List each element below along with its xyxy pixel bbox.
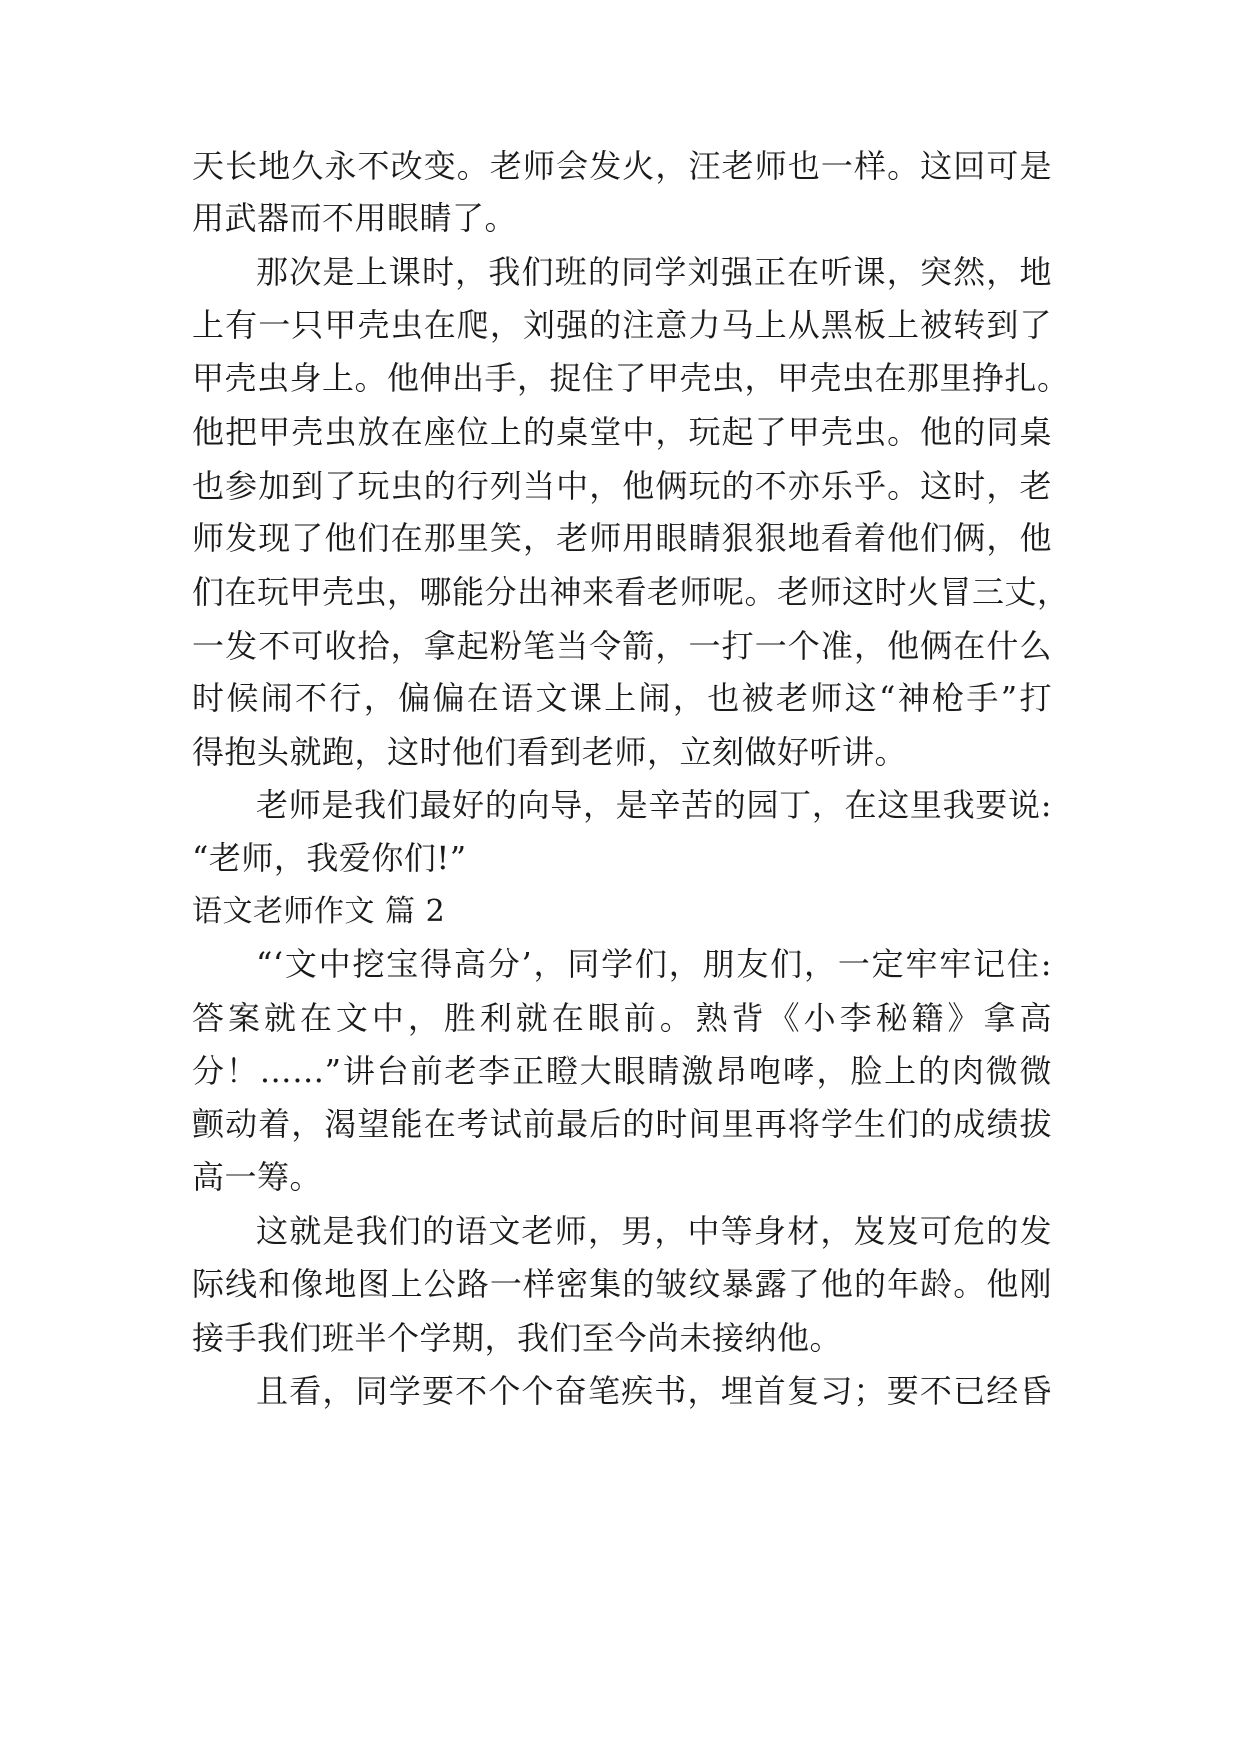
- text-line-16: “‘文中挖宝得高分’，同学们，朋友们，一定牢牢记住:: [256, 945, 1052, 983]
- text-line-6: 他把甲壳虫放在座位上的桌堂中，玩起了甲壳虫。他的同桌: [192, 413, 1052, 451]
- text-line-11: 时候闹不行，偏偏在语文课上闹，也被老师这“神枪手”打: [192, 679, 1052, 717]
- text-line-12: 得抱头就跑，这时他们看到老师，立刻做好听讲。: [192, 733, 908, 771]
- text-line-10: 一发不可收拾，拿起粉笔当令箭，一打一个准，他俩在什么: [192, 627, 1052, 665]
- text-line-17: 答案就在文中，胜利就在眼前。熟背《小李秘籍》拿高: [192, 999, 1052, 1037]
- text-line-19: 颤动着，渴望能在考试前最后的时间里再将学生们的成绩拔: [192, 1105, 1052, 1143]
- text-line-3: 那次是上课时，我们班的同学刘强正在听课，突然，地: [256, 253, 1052, 291]
- text-line-22: 际线和像地图上公路一样密集的皱纹暴露了他的年龄。他刚: [192, 1265, 1052, 1303]
- text-line-18: 分！……”讲台前老李正瞪大眼睛激昂咆哮，脸上的肉微微: [192, 1052, 1052, 1090]
- text-line-1: 天长地久永不改变。老师会发火，汪老师也一样。这回可是: [192, 147, 1052, 185]
- text-line-2: 用武器而不用眼睛了。: [192, 199, 518, 237]
- text-line-24: 且看，同学要不个个奋笔疾书，埋首复习；要不已经昏: [256, 1372, 1052, 1410]
- text-line-8: 师发现了他们在那里笑，老师用眼睛狠狠地看着他们俩，他: [192, 519, 1052, 557]
- text-line-21: 这就是我们的语文老师，男，中等身材，岌岌可危的发: [256, 1212, 1052, 1250]
- text-line-5: 甲壳虫身上。他伸出手，捉住了甲壳虫，甲壳虫在那里挣扎。: [192, 359, 1070, 397]
- text-line-4: 上有一只甲壳虫在爬，刘强的注意力马上从黑板上被转到了: [192, 306, 1052, 344]
- text-line-14: “老师，我爱你们!”: [192, 839, 467, 877]
- text-line-20: 高一筹。: [192, 1158, 323, 1196]
- text-line-7: 也参加到了玩虫的行列当中，他俩玩的不亦乐乎。这时，老: [192, 467, 1052, 505]
- text-line-23: 接手我们班半个学期，我们至今尚未接纳他。: [192, 1319, 843, 1357]
- section-heading: 语文老师作文 篇 2: [192, 894, 446, 929]
- text-line-9: 们在玩甲壳虫，哪能分出神来看老师呢。老师这时火冒三丈，: [192, 573, 1070, 611]
- text-line-13: 老师是我们最好的向导，是辛苦的园丁，在这里我要说:: [256, 786, 1052, 824]
